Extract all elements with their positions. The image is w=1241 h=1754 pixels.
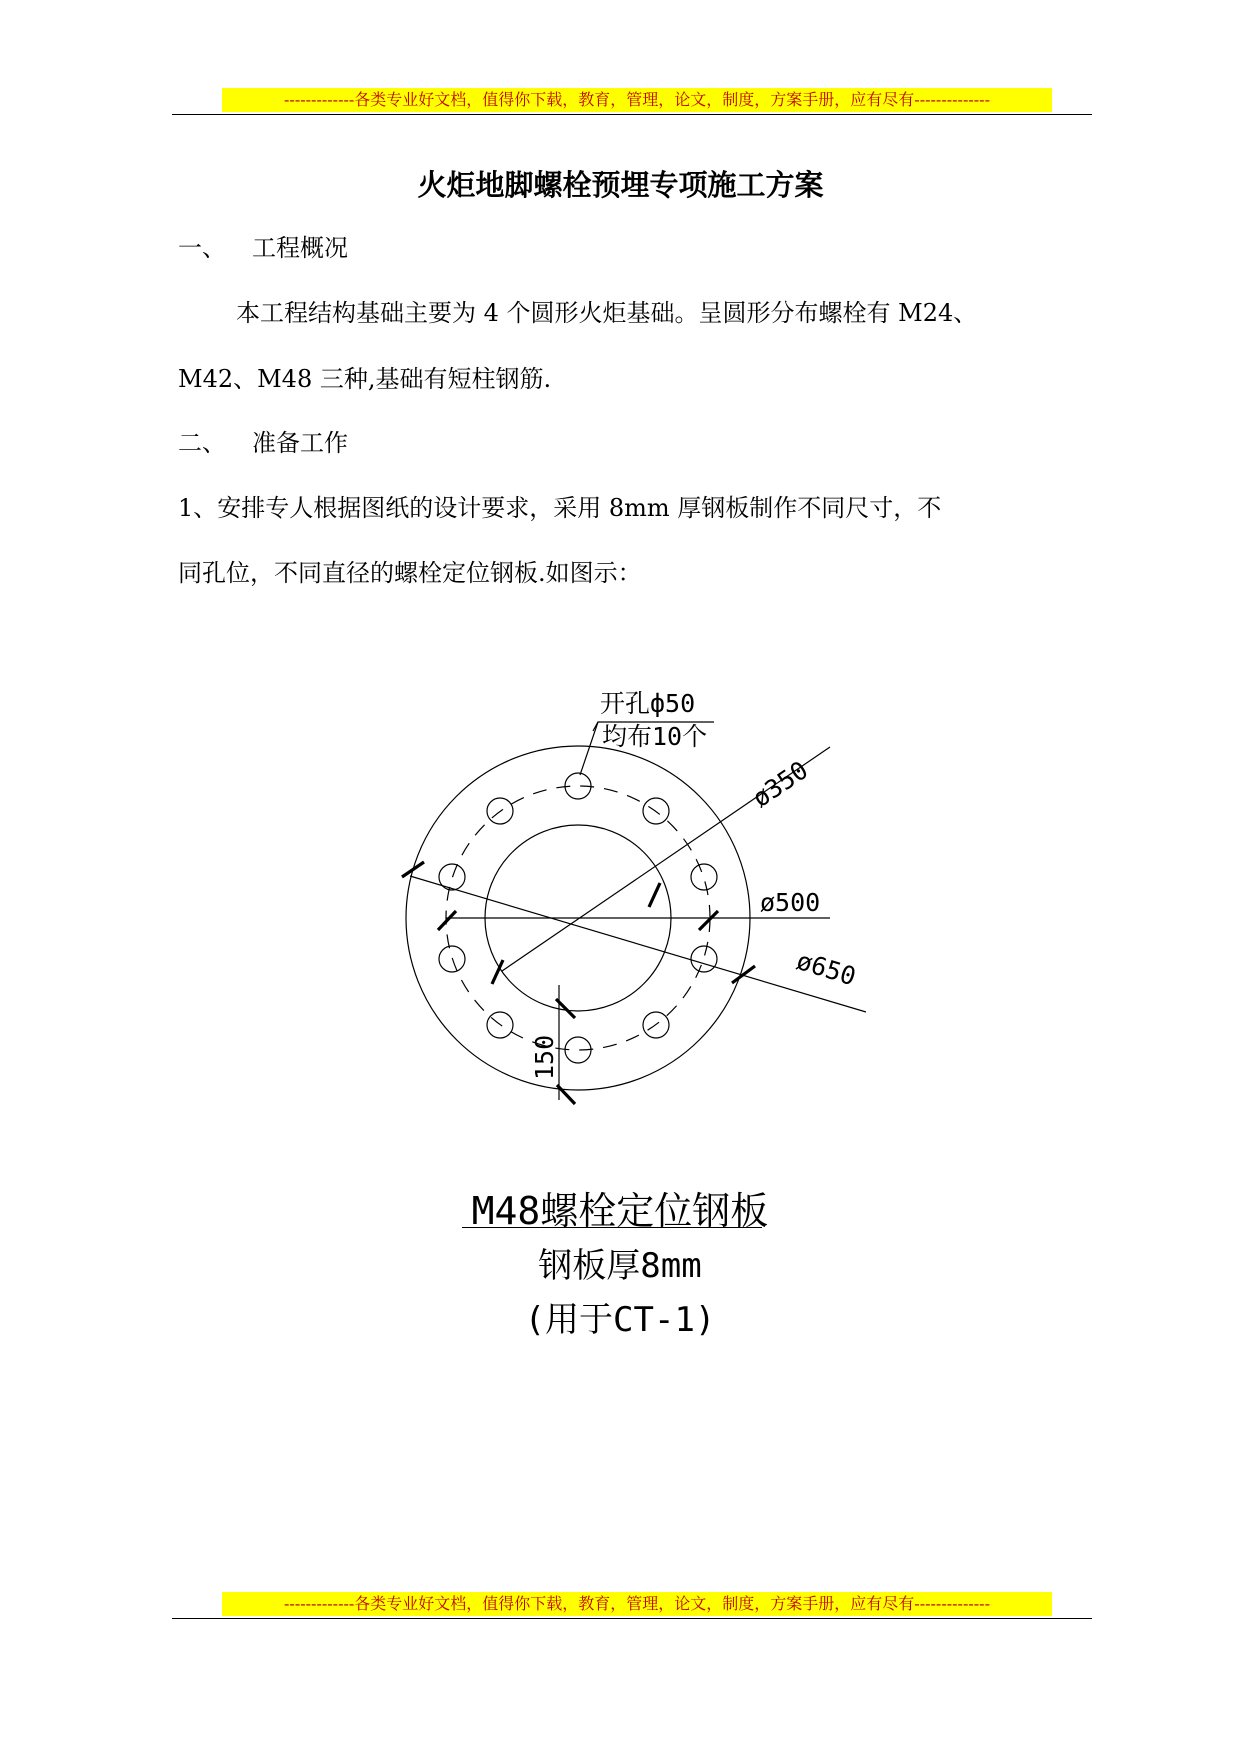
caption-usage: (用于CT-1)	[524, 1300, 716, 1340]
bolt-hole	[691, 864, 717, 890]
paragraph2-line2: 同孔位，不同直径的螺栓定位钢板.如图示：	[178, 559, 642, 587]
section1-title: 工程概况	[252, 234, 348, 262]
hole-note-leader-stem	[580, 722, 598, 775]
document-title: 火炬地脚螺栓预埋专项施工方案	[417, 168, 824, 202]
section2-number: 二、	[178, 429, 226, 457]
section1-number: 一、	[178, 234, 226, 262]
dim-label-650: ø650	[793, 946, 860, 992]
hole-note-line2: 均布10个	[602, 722, 708, 751]
header-banner: -------------各类专业好文档，值得你下载，教育，管理，论文，制度，方案手册，应有尽有--------------	[222, 88, 1052, 112]
footer-banner: -------------各类专业好文档，值得你下载，教育，管理，论文，制度，方案手册，应有尽有--------------	[222, 1592, 1052, 1616]
dim-label-350: ø350	[747, 755, 814, 813]
caption-thickness: 钢板厚8mm	[538, 1246, 702, 1286]
dim-label-500: ø500	[760, 888, 821, 917]
footer-rule	[172, 1618, 1092, 1619]
dim-label-150: 150	[530, 1034, 559, 1080]
section2-title: 准备工作	[252, 429, 348, 457]
bolt-hole	[691, 946, 717, 972]
caption-title: M48螺栓定位钢板	[471, 1189, 769, 1233]
caption-rule	[462, 1227, 762, 1228]
paragraph1-line1: 本工程结构基础主要为 4 个圆形火炬基础。呈圆形分布螺栓有 M24、	[236, 299, 978, 327]
hole-note-line1: 开孔ф50	[600, 689, 696, 718]
paragraph1-line2: M42、M48 三种,基础有短柱钢筋.	[178, 365, 552, 393]
paragraph2-line1: 1、安排专人根据图纸的设计要求，采用 8mm 厚钢板制作不同尺寸，不	[178, 494, 942, 522]
